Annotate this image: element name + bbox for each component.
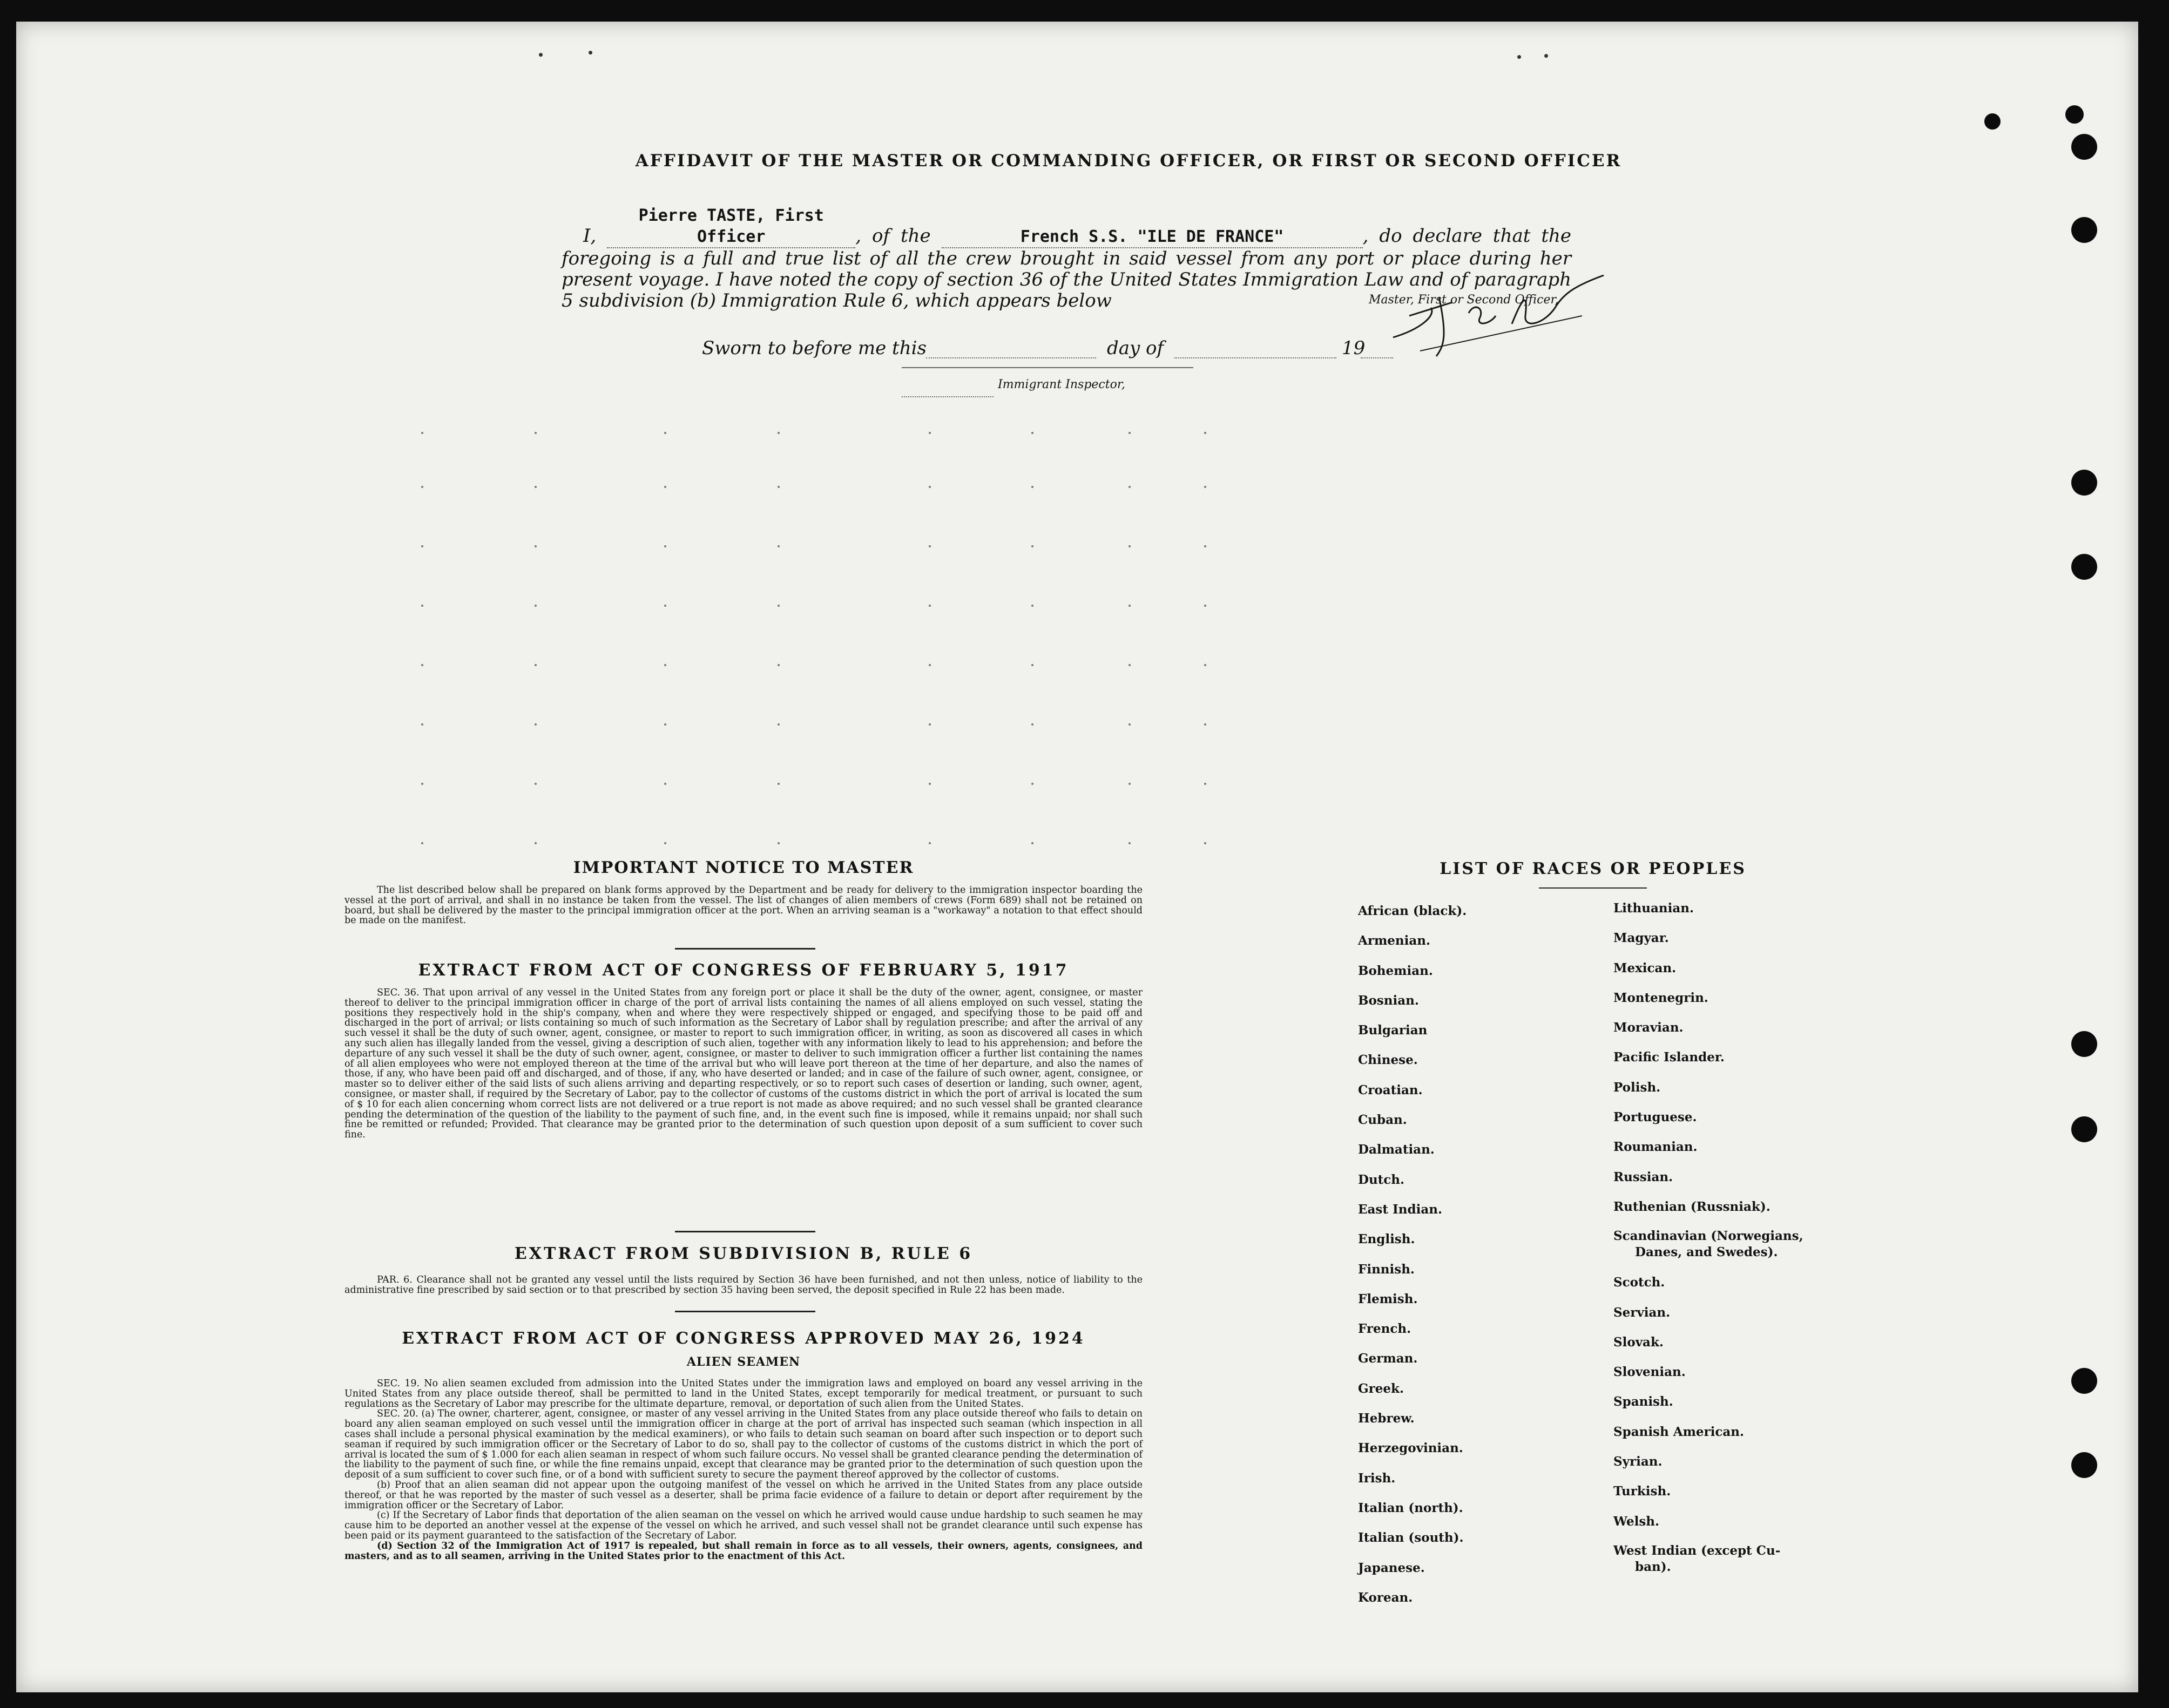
race-item: Italian (north). bbox=[1358, 1500, 1463, 1515]
race-item: German. bbox=[1358, 1351, 1418, 1366]
race-item-line: Scandinavian (Norwegians, bbox=[1613, 1229, 1803, 1244]
race-item: Dalmatian. bbox=[1358, 1142, 1435, 1157]
extract-1917-title: EXTRACT FROM ACT OF CONGRESS OF FEBRUARY 5, 1917 bbox=[418, 961, 1069, 980]
race-item: Magyar. bbox=[1613, 931, 1669, 946]
race-item: Polish. bbox=[1613, 1080, 1661, 1095]
race-item: Spanish American. bbox=[1613, 1424, 1745, 1439]
race-item: Cuban. bbox=[1358, 1113, 1407, 1128]
notice-text bbox=[344, 885, 1143, 926]
race-item: Lithuanian. bbox=[1613, 901, 1694, 916]
race-item: East Indian. bbox=[1358, 1202, 1442, 1217]
declaration-of-the: , of the bbox=[855, 225, 931, 247]
races-right-column bbox=[1613, 893, 1803, 1582]
extract-1924-text bbox=[344, 1379, 1143, 1561]
extract-1924-title: EXTRACT FROM ACT OF CONGRESS APPROVED MAY 26, 1924 bbox=[402, 1329, 1085, 1348]
race-item: Finnish. bbox=[1358, 1262, 1415, 1277]
notice-paragraph: The list described below shall be prepared on blank forms approved by the Department and be ready for delivery to the immigration inspector boarding the vessel at the port of arrival, and shall in no instance be taken from the vessel. The list of changes of alien members of crews (Form 689) shall not be retained on board, but shall be delivered by the master to the principal immigration officer at the port. When an arriving seaman is a "workaway" a notation to that effect should be made on the manifest. bbox=[344, 885, 1143, 926]
race-item: Greek. bbox=[1358, 1381, 1404, 1396]
race-item: Hebrew. bbox=[1358, 1411, 1415, 1426]
manifest-page bbox=[16, 22, 2138, 1692]
extract-1917-divider bbox=[675, 1231, 815, 1232]
race-item: Russian. bbox=[1613, 1169, 1673, 1184]
race-item: Bulgarian bbox=[1358, 1023, 1428, 1038]
declaration-declare: , do declare bbox=[1362, 225, 1482, 247]
race-item: Portuguese. bbox=[1613, 1110, 1697, 1125]
notice-divider bbox=[675, 948, 815, 950]
race-item: French. bbox=[1358, 1321, 1411, 1337]
races-left-column bbox=[1358, 896, 1467, 1612]
races-title: LIST OF RACES OR PEOPLES bbox=[1440, 859, 1746, 878]
sworn-day-blank bbox=[926, 357, 1096, 358]
sworn-line bbox=[702, 337, 927, 359]
race-item bbox=[1613, 1536, 1803, 1582]
race-item: Flemish. bbox=[1358, 1291, 1418, 1306]
extract-1917-text bbox=[344, 988, 1143, 1140]
extract-rule6-title: EXTRACT FROM SUBDIVISION B, RULE 6 bbox=[514, 1244, 973, 1263]
race-item: Herzegovinian. bbox=[1358, 1441, 1463, 1456]
inspector-line bbox=[902, 367, 1193, 368]
race-item: Scotch. bbox=[1613, 1275, 1665, 1290]
extract-rule6-divider bbox=[675, 1311, 815, 1312]
corner-mark bbox=[1517, 55, 1521, 59]
race-item-line: Danes, and Swedes). bbox=[1635, 1245, 1778, 1260]
race-item: Roumanian. bbox=[1613, 1140, 1698, 1155]
race-item: Welsh. bbox=[1613, 1514, 1660, 1529]
extract-1917-paragraph: SEC. 36. That upon arrival of any vessel in the United States from any foreign port or place it shall be the duty of the owner, agent, consignee, or master thereof to deliver to the principal immigration officer in charge of the port of arrival lists containing the names of all aliens employed on such vessel, stating the positions they respectively hold in the ship's company, when and where they were respectively shipped or engaged, and specifying those to be paid off and discharged in the port of arrival; or lists containing so much of such information as the Secretary of Labor shall by regulation prescribe; and after the arrival of any such vessel it shall be the duty of such owner, agent, consignee, or master to report to such immigration officer, in writing, as soon as discovered all cases in which any such alien has illegally landed from the vessel, giving a description of such alien, together with any information likely to lead to his apprehension; and before the departure of any such vessel it shall be the duty of such owner, agent, consignee, or master to deliver to such immigration officer a further list containing the names of all alien employees who were not employed thereon at the time of the arrival but who will leave port thereon at the time of her departure, and also the names of those, if any, who have been paid off and discharged, and of those, if any, who have deserted or landed; and in case of the failure of such owner, agent, consignee, or master so to deliver either of the said lists of such aliens arriving and departing respectively, or so to report such cases of desertion or landing, such owner, agent, consignee, or master shall, if required by the Secretary of Labor, pay to the collector of customs of the customs district in which the port of arrival is located the sum of $ 10 for each alien concerning whom correct lists are not delivered or a true report is not made as above required; and no such vessel shall be granted clearance pending the determination of the question of the liability to the payment of such fine, and, in the event such fine is imposed, while it remains unpaid; nor shall such fine be remitted or refunded; Provided. That clearance may be granted prior to the determination of such question upon deposit of a sum sufficient to cover such fine. bbox=[344, 987, 1143, 1141]
race-item: Armenian. bbox=[1358, 933, 1431, 948]
race-item: Bohemian. bbox=[1358, 963, 1433, 978]
race-item-line: West Indian (except Cu- bbox=[1613, 1543, 1781, 1558]
race-item: African (black). bbox=[1358, 904, 1467, 918]
race-item: Pacific Islander. bbox=[1613, 1050, 1725, 1065]
vessel-name-field: French S.S. "ILE DE FRANCE" bbox=[942, 226, 1363, 248]
race-item: Syrian. bbox=[1613, 1454, 1663, 1469]
race-item: Italian (south). bbox=[1358, 1530, 1464, 1546]
inspector-sig-blank bbox=[902, 396, 994, 397]
binder-hole bbox=[2071, 217, 2097, 243]
race-item: Moravian. bbox=[1613, 1020, 1684, 1035]
corner-mark bbox=[589, 51, 592, 55]
extract-rule6-paragraph: PAR. 6. Clearance shall not be granted any vessel until the lists required by Section 36 have been furnished, and not then unless, notice of liability to the administrative fine prescribed by said section or to that prescribed by section 35 having been served, the deposit specified in Rule 22 has been made. bbox=[344, 1275, 1143, 1296]
notice-title: IMPORTANT NOTICE TO MASTER bbox=[573, 858, 914, 877]
race-item: Irish. bbox=[1358, 1470, 1396, 1486]
extract-rule6-text bbox=[344, 1275, 1143, 1296]
race-item: Ruthenian (Russniak). bbox=[1613, 1199, 1771, 1214]
declaration-pre: I, bbox=[583, 225, 597, 247]
binder-hole bbox=[1984, 113, 2001, 130]
extract-1924-sec20b: (b) Proof that an alien seaman did not appear upon the outgoing manifest of the vessel on which he arrived in the United States from any place outside thereof, or that he was reported by the master of such vessel as a deserter, shall be prima facie evidence of a failure to detain or deport after requirement by the immigration officer or the Secretary of Labor. bbox=[344, 1479, 1143, 1511]
binder-hole bbox=[2071, 554, 2097, 580]
race-item: Croatian. bbox=[1358, 1082, 1423, 1097]
race-item: Mexican. bbox=[1613, 960, 1677, 975]
extract-1924-sec20d: (d) Section 32 of the Immigration Act of 1917 is repealed, but shall remain in force as to all vessels, their owners, agents, consignees, and masters, and as to all seamen, arriving in the United States prior to the enactment of this Act. bbox=[344, 1540, 1143, 1562]
race-item: Chinese. bbox=[1358, 1053, 1418, 1068]
race-item: Turkish. bbox=[1613, 1484, 1671, 1499]
race-item: Slovak. bbox=[1613, 1334, 1664, 1350]
binder-hole bbox=[2071, 470, 2097, 496]
race-item bbox=[1613, 1222, 1803, 1268]
sworn-prefix: Sworn to before me this bbox=[702, 337, 927, 359]
declaration-text: that the foregoing is a full and true list of all the crew brought in said vessel from any port or place during her present voyage. I have noted the copy of section 36 of the United States Immigration Law and of paragraph 5 subdivision (b) Immigration Rule 6, which appears below bbox=[562, 225, 1572, 311]
race-item: Dutch. bbox=[1358, 1172, 1405, 1187]
race-item: Japanese. bbox=[1358, 1560, 1425, 1575]
race-item: Spanish. bbox=[1613, 1394, 1673, 1409]
extract-1924-sec20a: SEC. 20. (a) The owner, charterer, agent, consignee, or master of any vessel arriving in the United States from any place outside thereof who fails to detain on board any alien seaman employed on such vessel until the immigration officer in charge at the port of arrival has inspected such seaman (which inspection in all cases shall include a personal physical examination by the medical examiners), or who fails to detain such seaman on board after such inspection or to deport such seaman if required by such immigration officer or the Secretary of Labor to do so, shall pay to the collector of customs of the customs district in which the port of arrival is located the sum of $ 1.000 for each alien seaman in respect of whom such failure occurs. No vessel shall be granted clearance pending the determination of the liability to the payment of such fine, or while the fine remains unpaid, except that clearance may be granted prior to the determination of such question upon the deposit of a sum sufficient to cover such fine, or of a bond with sufficient surety to secure the payment thereof approved by the collector of customs. bbox=[344, 1408, 1143, 1481]
race-item: Montenegrin. bbox=[1613, 990, 1708, 1005]
officer-signature bbox=[1388, 265, 1614, 367]
sworn-year: 19 bbox=[1342, 337, 1366, 359]
sworn-day-label: day of bbox=[1107, 337, 1164, 359]
extract-1924-sec19: SEC. 19. No alien seamen excluded from admission into the United States under the immigration laws and employed on board any vessel arriving in the United States from any place outside thereof, shall be permitted to land in the United States, except temporarily for medical treatment, or pursuant to such regulations as the Secretary of Labor may prescribe for the ultimate departure, removal, or deportation of such alien from the United States. bbox=[344, 1378, 1143, 1409]
corner-mark bbox=[1544, 54, 1548, 58]
binder-hole bbox=[2071, 1368, 2097, 1394]
race-item: Korean. bbox=[1358, 1590, 1413, 1605]
signature-caption: Master, First or Second Officer, bbox=[1369, 293, 1559, 307]
race-item-line: ban). bbox=[1635, 1559, 1671, 1574]
race-item: Servian. bbox=[1613, 1305, 1671, 1320]
extract-1924-subtitle: ALIEN SEAMEN bbox=[686, 1355, 801, 1369]
race-item: English. bbox=[1358, 1232, 1415, 1247]
sworn-month-blank bbox=[1174, 357, 1336, 358]
corner-mark bbox=[539, 53, 543, 57]
inspector-caption: Immigrant Inspector, bbox=[998, 378, 1125, 391]
officer-name-field: Pierre TASTE, First Officer bbox=[607, 205, 855, 248]
binder-hole bbox=[2071, 1031, 2097, 1057]
races-divider bbox=[1539, 887, 1647, 889]
binder-hole bbox=[2071, 134, 2097, 160]
extract-1924-sec20c: (c) If the Secretary of Labor finds that deportation of the alien seaman on the vessel on which he arrived would cause undue hardship to such seamen he may cause him to be deported an another vessel at the expense of the vessel on which he arrived, and such vessel shall not be grandet clearance until such expense has been paid or its payment guaranteed to the satisfaction of the Secretary of Labor. bbox=[344, 1510, 1143, 1541]
race-item: Slovenian. bbox=[1613, 1365, 1686, 1380]
binder-hole bbox=[2065, 105, 2084, 124]
affidavit-title: AFFIDAVIT OF THE MASTER OR COMMANDING OFFICER, OR FIRST OR SECOND OFFICER bbox=[635, 151, 1622, 171]
race-item: Bosnian. bbox=[1358, 993, 1419, 1008]
binder-hole bbox=[2071, 1452, 2097, 1478]
binder-hole bbox=[2071, 1116, 2097, 1142]
sworn-year-blank bbox=[1361, 357, 1393, 358]
